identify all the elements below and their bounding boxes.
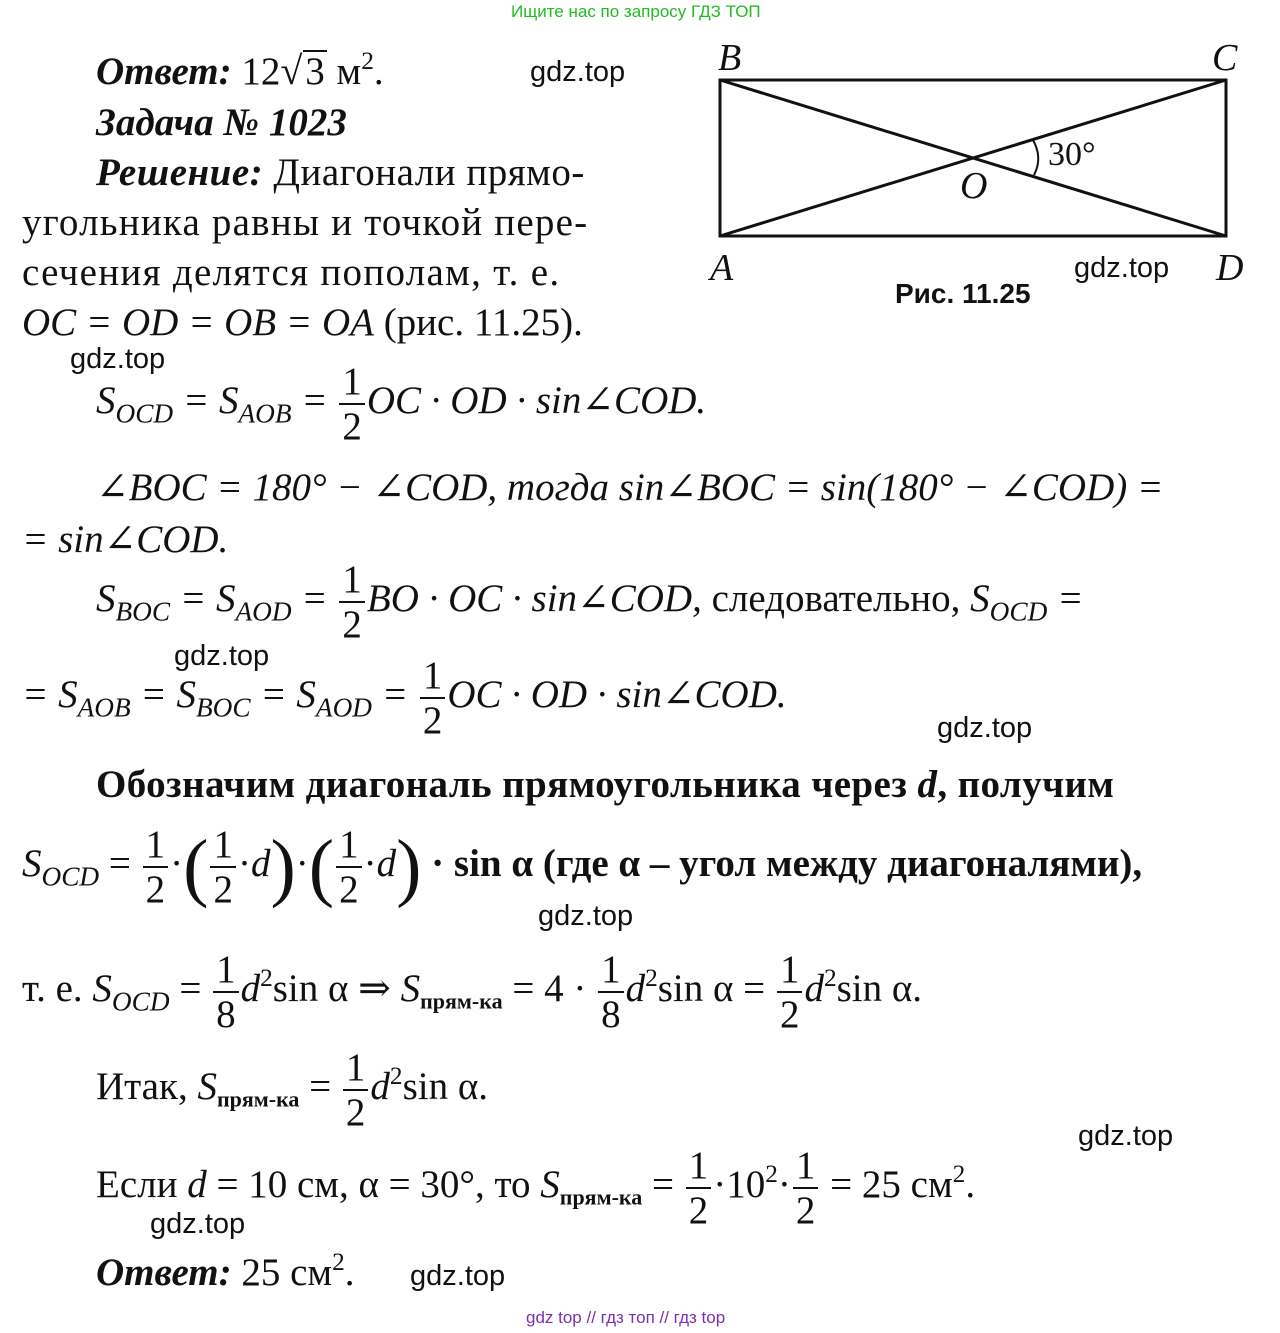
equals-sign: = — [22, 672, 49, 716]
solution-label: Решение: — [96, 151, 264, 194]
answer-dot: . — [344, 1251, 355, 1294]
fraction — [210, 825, 236, 909]
equals-sign: = — [301, 378, 328, 422]
point-o: O — [960, 165, 988, 207]
equation-3: $S_{BOC} = S_{AOD}$ = $\frac{1}{2}$ BO · OC · sin∠COD, следовательно, $S_{OCD}$ = — [96, 558, 1084, 646]
area-symbol: S — [58, 672, 78, 716]
numerator: 1 — [143, 825, 169, 868]
area-subscript: OCD — [115, 398, 174, 429]
equation-lead: Итак, — [96, 1064, 188, 1108]
equal-segments: OC = OD = OB = OA — [22, 301, 374, 344]
paragraph-diagonal — [96, 765, 1114, 804]
numerator: 1 — [793, 1146, 819, 1189]
numerator: 1 — [213, 950, 239, 993]
point-b: B — [718, 37, 742, 79]
area-subscript: AOD — [315, 692, 373, 723]
equation-tail: BO · OC · sin∠COD, — [366, 576, 702, 620]
denominator: 8 — [601, 993, 621, 1036]
paragraph-end: , получим — [937, 763, 1115, 806]
equation-tail: · sin α (где α – угол между диагоналями), — [431, 841, 1143, 885]
answer-radicand: 3 — [305, 50, 325, 93]
fraction — [686, 1146, 712, 1230]
answer-label: Ответ: — [96, 50, 232, 93]
area-subscript: прям-ка — [420, 988, 503, 1014]
denominator: 2 — [795, 1189, 816, 1232]
area-subscript: OCD — [41, 861, 100, 892]
fraction — [213, 950, 239, 1034]
exponent: 2 — [260, 963, 273, 992]
figure-11-25 — [700, 32, 1260, 322]
sin-alpha: sin α. — [402, 1064, 489, 1108]
answer-2 — [96, 1247, 355, 1294]
denominator: 2 — [145, 868, 166, 911]
task-title: Задача № 1023 — [96, 101, 347, 144]
area-subscript: AOD — [235, 596, 292, 627]
solution-line-4 — [22, 303, 583, 342]
denominator: 2 — [345, 1091, 366, 1134]
equation-lead: Если — [96, 1162, 178, 1206]
equation-7: Итак, $S_{прям-ка}$ = $\frac{1}{2}$ $d^2\sin$ α. — [96, 1046, 489, 1134]
variable-d: d — [917, 763, 938, 806]
point-a: A — [710, 247, 734, 289]
watermark: gdz.top — [150, 1208, 246, 1240]
fraction — [339, 560, 365, 644]
area-symbol: S — [540, 1162, 560, 1206]
equation-lead: т. е. — [22, 966, 83, 1010]
numerator: 1 — [339, 362, 365, 405]
variable-d: d — [804, 966, 824, 1010]
paragraph-text: Обозначим диагональ прямоугольника через — [96, 763, 908, 806]
answer-coef: 12 — [241, 50, 281, 93]
answer-unit: м — [336, 50, 362, 93]
answer-1: Ответ: 12√3 $м^2$. — [96, 46, 384, 93]
watermark: gdz.top — [410, 1260, 506, 1292]
area-symbol: S — [92, 966, 112, 1010]
sin-alpha: sin α. — [836, 966, 923, 1010]
exponent: 2 — [952, 1159, 966, 1188]
numerator: 1 — [336, 825, 362, 868]
ten: 10 — [726, 1162, 766, 1206]
denominator: 8 — [216, 993, 236, 1036]
fraction — [777, 950, 803, 1034]
solution-line-2: угольника равны и точкой пере- — [22, 201, 589, 244]
solution-line-1 — [96, 153, 585, 192]
area-subscript: AOB — [77, 692, 131, 723]
area-symbol: S — [176, 672, 196, 716]
equation-5: $S_{OCD}$ = $\frac{1}{2}$ ·( $\frac{1}{2}$ ·d)·( $\frac{1}{2}$ ·d) · sin α (где α – угол между диагоналями), — [22, 823, 1143, 911]
numerator: 1 — [339, 560, 365, 603]
fraction — [420, 656, 446, 740]
answer-value: 25 см — [241, 1251, 333, 1294]
result: = 25 см — [830, 1162, 953, 1206]
area-symbol: S — [296, 672, 316, 716]
answer-dot: . — [373, 50, 384, 93]
equation-2-line-2: = sin∠COD. — [22, 518, 229, 561]
denominator: 2 — [339, 868, 359, 911]
area-symbol: S — [96, 378, 116, 422]
denominator: 2 — [688, 1189, 709, 1232]
top-banner-link[interactable]: Ищите нас по запросу ГДЗ ТОП — [511, 2, 761, 21]
numerator: 1 — [343, 1048, 369, 1091]
watermark: gdz.top — [1078, 1120, 1174, 1152]
watermark: gdz.top — [538, 900, 634, 932]
area-subscript: прям-ка — [216, 1086, 300, 1112]
answer-exp: 2 — [332, 1247, 345, 1276]
exponent: 2 — [765, 1159, 778, 1188]
equation-4: = $S_{AOB} = S_{BOC} = S_{AOD}$ = $\frac{1}{2}$ OC · OD · sin∠COD. — [22, 654, 787, 742]
area-subscript: OCD — [989, 596, 1048, 627]
denominator: 2 — [213, 868, 233, 911]
area-subscript: OCD — [111, 986, 170, 1017]
exponent: 2 — [823, 963, 837, 992]
figure-caption: Рис. 11.25 — [895, 278, 1031, 309]
area-symbol: S — [96, 576, 116, 620]
dot: . — [965, 1162, 976, 1206]
point-c: C — [1212, 37, 1238, 79]
area-symbol: S — [400, 966, 421, 1010]
watermark: gdz.top — [174, 640, 270, 672]
fraction — [343, 1048, 369, 1132]
watermark: gdz.top — [937, 712, 1033, 744]
area-symbol: S — [22, 841, 42, 885]
variable-d: d — [250, 841, 271, 885]
equation-1 — [96, 362, 706, 446]
watermark: gdz.top — [1074, 252, 1170, 284]
equals-sign: = — [182, 378, 210, 422]
solution-text-1: Диагонали прямо- — [273, 151, 585, 194]
variable-d: d — [625, 966, 646, 1010]
equals-four: = 4 · — [512, 966, 587, 1010]
equation-tail: OC · OD · sin∠COD. — [366, 378, 707, 422]
numerator: 1 — [777, 950, 803, 993]
fraction — [143, 825, 169, 909]
footer-links[interactable]: gdz top // гдз топ // гдз top — [526, 1308, 726, 1327]
equation-6: т. е. $S_{OCD}$ = $\frac{1}{8}$ $d^2\sin$ α ⇒ $S_{прям-ка} = 4$ · $\frac{1}{8}$ $d^2\sin$ α = $\frac{1}{2}$ $d^2\sin$ α. — [22, 948, 923, 1036]
fraction — [339, 362, 365, 446]
sin-alpha-implies: sin α ⇒ — [272, 966, 391, 1010]
denominator: 2 — [779, 993, 800, 1036]
numerator: 1 — [686, 1146, 712, 1189]
area-subscript: BOC — [115, 596, 171, 627]
watermark: gdz.top — [70, 343, 166, 375]
area-symbol: S — [970, 576, 990, 620]
point-d: D — [1216, 247, 1244, 289]
answer-label: Ответ: — [96, 1251, 232, 1294]
denominator: 2 — [422, 699, 443, 742]
area-symbol: S — [197, 1064, 217, 1108]
angle-arc — [1033, 140, 1038, 175]
fraction — [793, 1146, 819, 1230]
variable-d: d — [240, 966, 261, 1010]
figure-ref: (рис. 11.25). — [383, 301, 583, 344]
area-subscript: прям-ка — [559, 1184, 643, 1210]
fraction — [598, 950, 624, 1034]
area-subscript: AOB — [238, 398, 292, 429]
area-subscript: BOC — [195, 692, 251, 723]
fraction — [336, 825, 362, 909]
area-symbol: S — [215, 576, 236, 620]
numerator: 1 — [210, 825, 236, 868]
area-symbol: S — [218, 378, 239, 422]
numerator: 1 — [598, 950, 624, 993]
equals-sign: = — [1057, 576, 1084, 620]
equation-tail: OC · OD · sin∠COD. — [447, 672, 787, 716]
consequently-word: следовательно, — [711, 576, 961, 620]
solution-line-3: сечения делятся пополам, т. е. — [22, 251, 561, 294]
angle-label: 30° — [1048, 136, 1096, 173]
watermark: gdz.top — [530, 56, 626, 88]
denominator: 2 — [342, 405, 362, 448]
answer-unit-exp: 2 — [361, 46, 374, 75]
equation-8: Если d = 10 см, α = 30°, то $S_{прям-ка}$ = $\frac{1}{2}$ $\cdot 10^2\cdot$ $\frac{1}{2}$ = 25 $см^2$. — [96, 1144, 976, 1232]
denominator: 2 — [342, 603, 362, 646]
equation-2-line-1: ∠BOC = 180° − ∠COD, тогда sin∠BOC = sin(180° − ∠COD) = — [96, 466, 1164, 509]
exponent: 2 — [645, 963, 658, 992]
numerator: 1 — [420, 656, 446, 699]
variable-d: d — [376, 841, 397, 885]
equation-condition: = 10 см, α = 30°, то — [216, 1162, 531, 1206]
